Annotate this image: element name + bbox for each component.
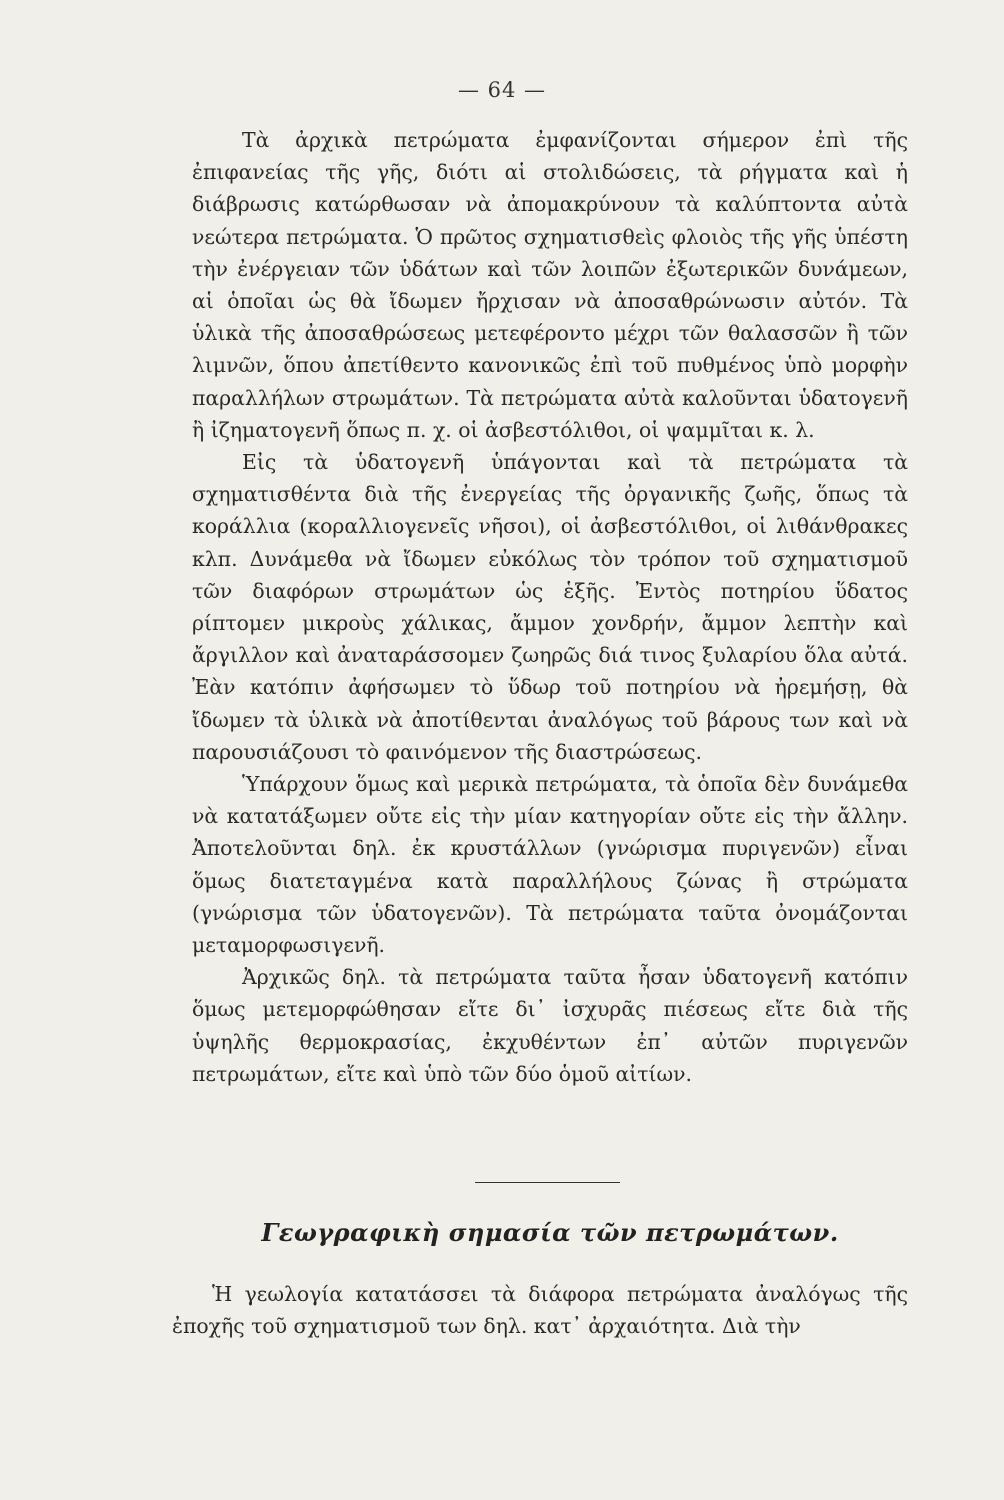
page-number: — 64 — [457,78,547,102]
closing-text [172,1278,908,1342]
paragraph-5: Ἡ γεωλογία κατατάσσει τὰ διάφορα πετρώματα ἀναλόγως τῆς ἐποχῆς τοῦ σχηματισμοῦ των δηλ. κατ᾽ ἀρχαιότητα. Διὰ τὴν [172,1282,908,1339]
paragraph-3: Ὑπάρχουν ὅμως καὶ μερικὰ πετρώματα, τὰ ὁποῖα δὲν δυνάμεθα νὰ κατατάξωμεν οὔτε εἰς τὴν μίαν κατηγορίαν οὔτε εἰς τὴν ἄλλην. Ἀποτελοῦνται δηλ. ἐκ κρυστάλλων (γνώρισμα πυριγενῶν) εἶναι ὅμως διατεταγμένα κατὰ παραλλήλους ζώνας ἢ στρώματα (γνώρισμα τῶν ὑδατογενῶν). Τὰ πετρώματα ταῦτα ὀνομάζονται μεταμορφωσιγενῆ. [192,772,908,958]
paragraph-1: Τὰ ἀρχικὰ πετρώματα ἐμφανίζονται σήμερον ἐπὶ τῆς ἐπιφανείας τῆς γῆς, διότι αἱ στολιδώσεις, τὰ ρήγματα καὶ ἡ διάβρωσις κατώρθωσαν νὰ ἀπομακρύνουν τὰ καλύπτοντα αὐτὰ νεώτερα πετρώματα. Ὁ πρῶτος σχηματισθεὶς φλοιὸς τῆς γῆς ὑπέστη τὴν ἐνέργειαν τῶν ὑδάτων καὶ τῶν λοιπῶν ἐξωτερικῶν δυνάμεων, αἱ ὁποῖαι ὡς θὰ ἴδωμεν ἤρχισαν νὰ ἀποσαθρώνωσιν αὐτόν. Τὰ ὑλικὰ τῆς ἀποσαθρώσεως μετεφέροντο μέχρι τῶν θαλασσῶν ἢ τῶν λιμνῶν, ὅπου ἀπετίθεντο κανονικῶς ἐπὶ τοῦ πυθμένος ὑπὸ μορφὴν παραλλήλων στρωμάτων. Τὰ πετρώματα αὐτὰ καλοῦνται ὑδατογενῆ ἢ ἰζηματογενῆ ὅπως π. χ. οἱ ἀσβεστόλιθοι, οἱ ψαμμῖται κ. λ. [192,128,908,442]
paragraph-2: Εἰς τὰ ὑδατογενῆ ὑπάγονται καὶ τὰ πετρώματα τὰ σχηματισθέντα διὰ τῆς ἐνεργείας τῆς ὀργανικῆς ζωῆς, ὅπως τὰ κοράλλια (κοραλλιογενεῖς νῆσοι), οἱ ἀσβεστόλιθοι, οἱ λιθάνθρακες κλπ. Δυνάμεθα νὰ ἴδωμεν εὐκόλως τὸν τρόπον τοῦ σχηματισμοῦ τῶν διαφόρων στρωμάτων ὡς ἑξῆς. Ἐντὸς ποτηρίου ὕδατος ρίπτομεν μικροὺς χάλικας, ἄμμον χονδρήν, ἄμμον λεπτὴν καὶ ἄργιλλον καὶ ἀναταράσσομεν ζωηρῶς διά τινος ξυλαρίου ὅλα αὐτά. Ἐὰν κατόπιν ἀφήσωμεν τὸ ὕδωρ τοῦ ποτηρίου νὰ ἠρεμήσῃ, θὰ ἴδωμεν τὰ ὑλικὰ νὰ ἀποτίθενται ἀναλόγως τοῦ βάρους των καὶ νὰ παρουσιάζουσι τὸ φαινόμενον τῆς διαστρώσεως. [192,450,908,764]
section-divider [475,1182,620,1183]
section-heading: Γεωγραφικὴ σημασία τῶν πετρωμάτων. [261,1218,839,1247]
paragraph-4: Ἀρχικῶς δηλ. τὰ πετρώματα ταῦτα ἦσαν ὑδατογενῆ κατόπιν ὅμως μετεμορφώθησαν εἴτε δι᾽ ἰσχυρᾶς πιέσεως εἴτε διὰ τῆς ὑψηλῆς θερμοκρασίας, ἐκχυθέντων ἐπ᾽ αὐτῶν πυριγενῶν πετρωμάτων, εἴτε καὶ ὑπὸ τῶν δύο ὁμοῦ αἰτίων. [192,965,908,1086]
body-text [192,124,908,1090]
